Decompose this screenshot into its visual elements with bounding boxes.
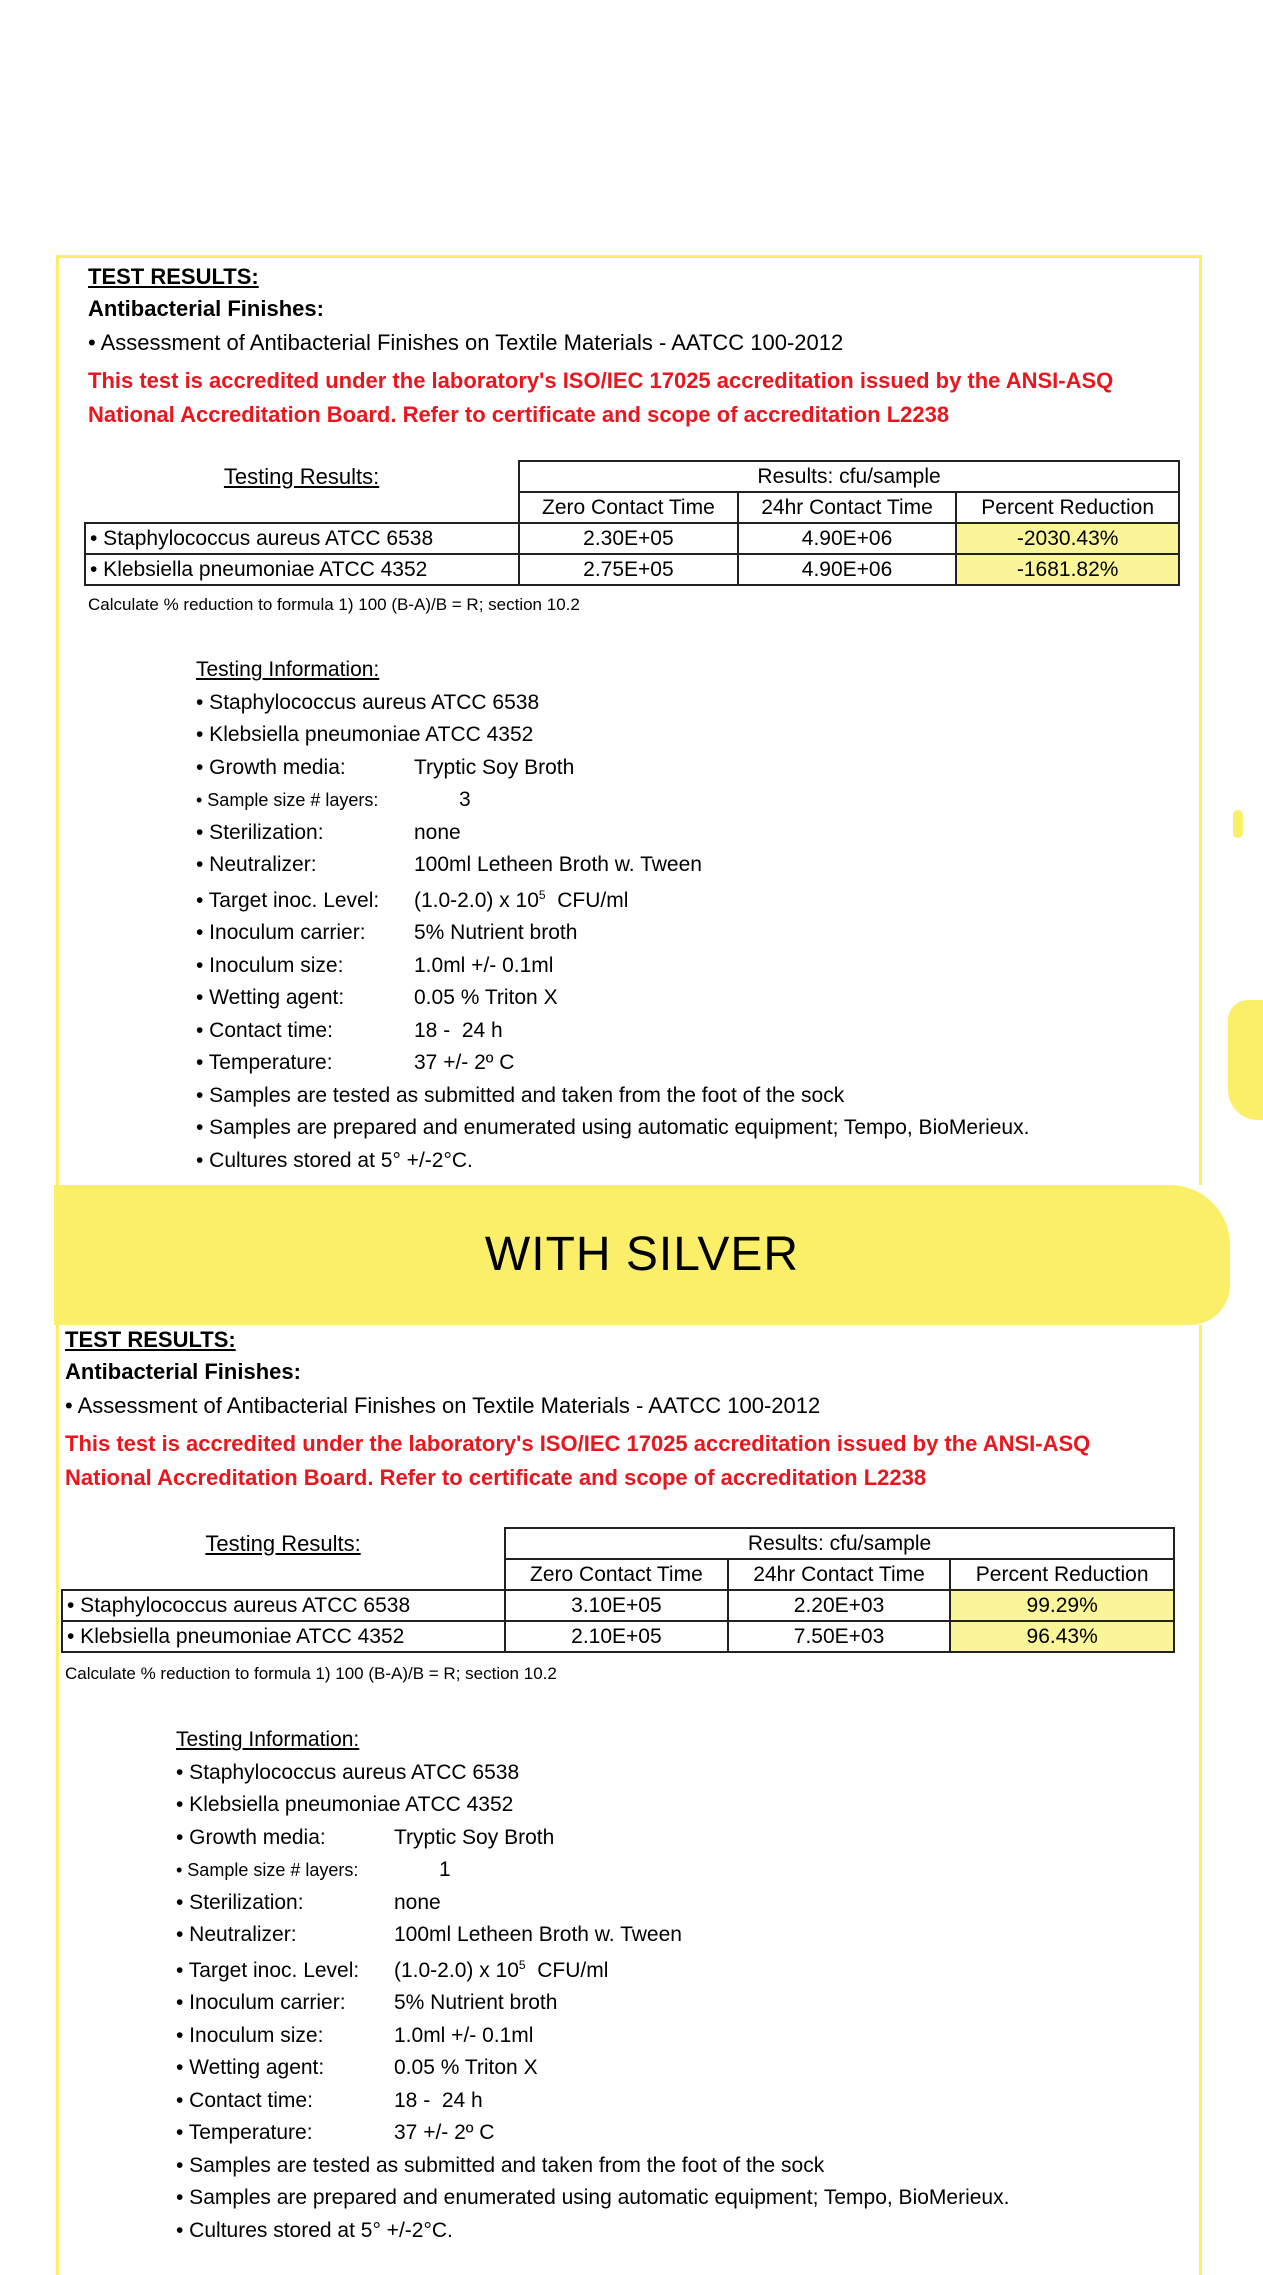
info-row: • Neutralizer: 100ml Letheen Broth w. Tween: [176, 1923, 682, 1946]
info-row: • Target inoc. Level: (1.0-2.0) x $10^5$ CFU/ml: [176, 1957, 609, 1982]
table-row: [85, 554, 1179, 585]
info-row: • Sample size # layers: 1: [176, 1858, 451, 1881]
zero-value-cell: 3.10E+05: [505, 1590, 728, 1621]
percent-value-cell: -2030.43%: [956, 523, 1179, 554]
results-table: [84, 460, 1180, 586]
info-note: • Samples are tested as submitted and taken from the foot of the sock: [176, 2153, 825, 2177]
results-header-block: [88, 264, 1113, 432]
results-unit-header: Results: cfu/sample: [519, 461, 1179, 492]
assessment-line: • Assessment of Antibacterial Finishes on Textile Materials - AATCC 100-2012: [65, 1393, 821, 1418]
info-row: • Inoculum size: 1.0ml +/- 0.1ml: [196, 953, 554, 977]
info-note: • Samples are tested as submitted and taken from the foot of the sock: [196, 1083, 845, 1107]
highlight-splash: [1228, 1000, 1263, 1120]
testing-information-title: Testing Information:: [176, 1728, 360, 1751]
col-24hr-contact: 24hr Contact Time: [738, 492, 957, 523]
col-percent-reduction: Percent Reduction: [956, 492, 1179, 523]
finishes-heading: Antibacterial Finishes:: [65, 1359, 301, 1384]
table-row: [85, 523, 1179, 554]
calculation-note: Calculate % reduction to formula 1) 100 (B-A)/B = R; section 10.2: [65, 1664, 557, 1683]
zero-value-cell: 2.75E+05: [519, 554, 738, 585]
organism-cell: • Klebsiella pneumoniae ATCC 4352: [85, 554, 519, 585]
finishes-heading: Antibacterial Finishes:: [88, 296, 324, 321]
info-organism: • Staphylococcus aureus ATCC 6538: [176, 1760, 520, 1784]
testing-information: [176, 1724, 1009, 2247]
col-24hr-contact: 24hr Contact Time: [728, 1559, 951, 1590]
assessment-line: • Assessment of Antibacterial Finishes on Textile Materials - AATCC 100-2012: [88, 330, 844, 355]
testing-results-label: Testing Results:: [205, 1530, 361, 1556]
info-organism: • Klebsiella pneumoniae ATCC 4352: [176, 1793, 514, 1816]
info-row: • Inoculum carrier: 5% Nutrient broth: [196, 921, 578, 944]
24hr-value-cell: 7.50E+03: [728, 1621, 951, 1652]
organism-cell: • Staphylococcus aureus ATCC 6538: [62, 1590, 505, 1621]
24hr-value-cell: 2.20E+03: [728, 1590, 951, 1621]
with-silver-title: WITH SILVER: [484, 1228, 800, 1281]
info-row: • Growth media: Tryptic Soy Broth: [176, 1825, 555, 1849]
percent-value-cell: 96.43%: [950, 1621, 1174, 1652]
accreditation-line: National Accreditation Board. Refer to certificate and scope of accreditation L2238: [88, 402, 950, 427]
info-row: • Growth media: Tryptic Soy Broth: [196, 755, 575, 779]
info-row: • Contact time: 18 - 24 h: [176, 2088, 483, 2112]
percent-value-cell: -1681.82%: [956, 554, 1179, 585]
zero-value-cell: 2.30E+05: [519, 523, 738, 554]
col-zero-contact: Zero Contact Time: [505, 1559, 728, 1590]
accreditation-line: This test is accredited under the laboratory's ISO/IEC 17025 accreditation issued by the ANSI-ASQ: [65, 1431, 1091, 1456]
info-organism: • Klebsiella pneumoniae ATCC 4352: [196, 723, 534, 746]
info-row: • Inoculum size: 1.0ml +/- 0.1ml: [176, 2023, 534, 2047]
results-unit-header: Results: cfu/sample: [505, 1528, 1174, 1559]
info-row: • Wetting agent: 0.05 % Triton X: [196, 986, 558, 1009]
col-zero-contact: Zero Contact Time: [519, 492, 738, 523]
organism-cell: • Staphylococcus aureus ATCC 6538: [85, 523, 519, 554]
info-row: • Inoculum carrier: 5% Nutrient broth: [176, 1991, 558, 2014]
calculation-note: Calculate % reduction to formula 1) 100 (B-A)/B = R; section 10.2: [88, 595, 580, 614]
info-row: • Temperature: 37 +/- 2º C: [176, 2121, 495, 2144]
results-table: [61, 1527, 1175, 1653]
info-row: • Wetting agent: 0.05 % Triton X: [176, 2056, 538, 2079]
24hr-value-cell: 4.90E+06: [738, 523, 957, 554]
info-row: • Target inoc. Level: (1.0-2.0) x $10^5$ CFU/ml: [196, 887, 629, 912]
testing-information: [196, 654, 1029, 1177]
test-results-heading: TEST RESULTS:: [65, 1327, 236, 1352]
info-note: • Cultures stored at 5° +/-2°C.: [196, 1148, 473, 1172]
info-row: • Contact time: 18 - 24 h: [196, 1018, 503, 1042]
info-note: • Samples are prepared and enumerated using automatic equipment; Tempo, BioMerieux.: [176, 2186, 1010, 2209]
accreditation-line: National Accreditation Board. Refer to certificate and scope of accreditation L2238: [65, 1465, 927, 1490]
organism-cell: • Klebsiella pneumoniae ATCC 4352: [62, 1621, 505, 1652]
col-percent-reduction: Percent Reduction: [950, 1559, 1174, 1590]
testing-information-title: Testing Information:: [196, 658, 380, 681]
zero-value-cell: 2.10E+05: [505, 1621, 728, 1652]
table-row: [62, 1590, 1174, 1621]
with-silver-banner: [54, 1185, 1230, 1325]
test-results-heading: TEST RESULTS:: [88, 264, 259, 289]
info-row: • Sample size # layers: 3: [196, 788, 471, 811]
percent-value-cell: 99.29%: [950, 1590, 1174, 1621]
info-note: • Cultures stored at 5° +/-2°C.: [176, 2218, 453, 2242]
info-organism: • Staphylococcus aureus ATCC 6538: [196, 690, 540, 714]
info-note: • Samples are prepared and enumerated using automatic equipment; Tempo, BioMerieux.: [196, 1116, 1030, 1139]
info-row: • Sterilization: none: [196, 820, 461, 844]
table-row: [62, 1621, 1174, 1652]
info-row: • Temperature: 37 +/- 2º C: [196, 1051, 515, 1074]
24hr-value-cell: 4.90E+06: [738, 554, 957, 585]
testing-results-label: Testing Results:: [223, 463, 380, 489]
accreditation-line: This test is accredited under the laboratory's ISO/IEC 17025 accreditation issued by the ANSI-ASQ: [88, 368, 1114, 393]
info-row: • Sterilization: none: [176, 1890, 441, 1914]
results-header-block: [65, 1327, 1090, 1495]
info-row: • Neutralizer: 100ml Letheen Broth w. Tween: [196, 853, 702, 876]
highlight-splash: [1233, 810, 1243, 838]
